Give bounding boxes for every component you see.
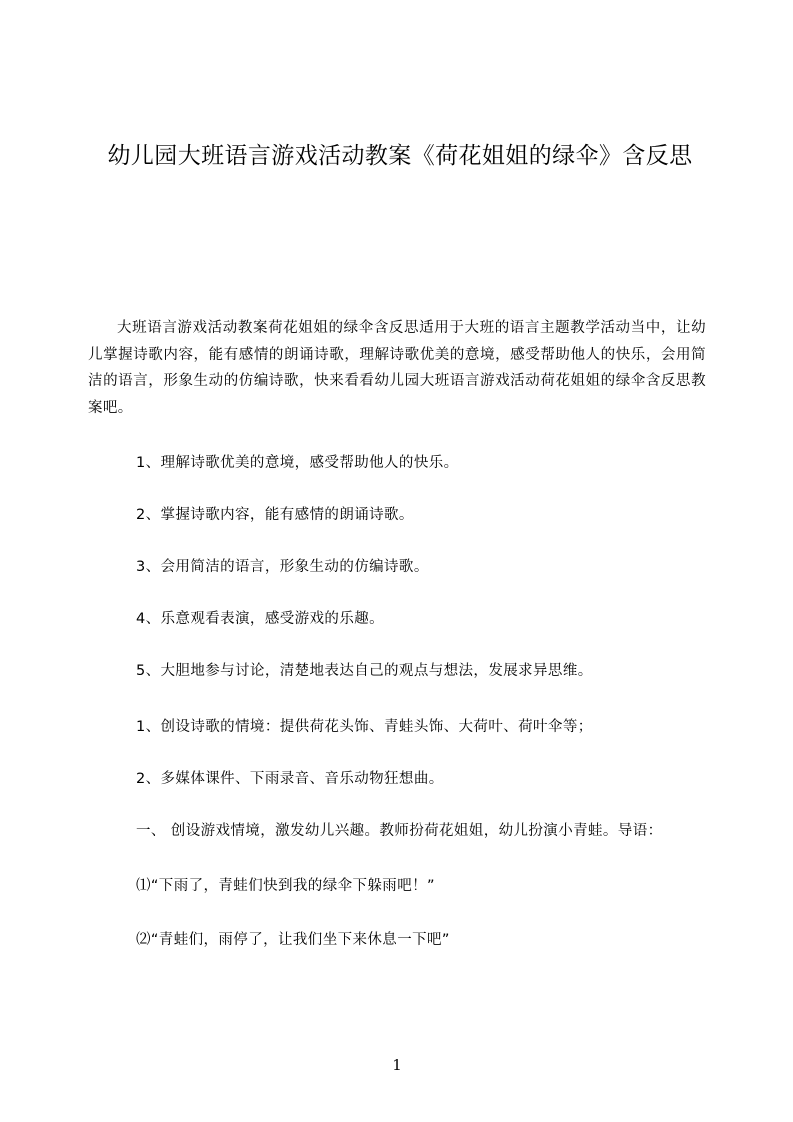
goal-item: 3、会用简洁的语言，形象生动的仿编诗歌。 (136, 559, 429, 575)
process-heading: 一、 创设游戏情境，激发幼儿兴趣。教师扮荷花姐姐，幼儿扮演小青蛙。导语： (136, 823, 663, 839)
preparation-item: 1、创设诗歌的情境：提供荷花头饰、青蛙头饰、大荷叶、荷叶伞等； (136, 719, 593, 735)
intro-paragraph: 大班语言游戏活动教案荷花姐姐的绿伞含反思适用于大班的语言主题教学活动当中，让幼儿掌握诗歌内容，能有感情的朗诵诗歌，理解诗歌优美的意境，感受帮助他人的快乐，会用简洁的语言，形象生动的仿编诗歌，快来看看幼儿园大班语言游戏活动荷花姐姐的绿伞含反思教案吧。 (88, 320, 706, 416)
dialogue-line: ⑴“下雨了，青蛙们快到我的绿伞下躲雨吧！” (136, 878, 435, 894)
preparation-item: 2、多媒体课件、下雨录音、音乐动物狂想曲。 (136, 771, 444, 787)
goal-item: 2、掌握诗歌内容，能有感情的朗诵诗歌。 (136, 507, 414, 523)
dialogue-line: ⑵“青蛙们，雨停了，让我们坐下来休息一下吧” (136, 932, 450, 948)
goal-item: 1、理解诗歌优美的意境，感受帮助他人的快乐。 (136, 455, 459, 471)
goal-item: 4、乐意观看表演，感受游戏的乐趣。 (136, 611, 385, 627)
page-number: 1 (392, 1056, 402, 1074)
goal-item: 5、大胆地参与讨论，清楚地表达自己的观点与想法，发展求异思维。 (136, 663, 593, 679)
document-title: 幼儿园大班语言游戏活动教案《荷花姐姐的绿伞》含反思 (107, 143, 693, 169)
